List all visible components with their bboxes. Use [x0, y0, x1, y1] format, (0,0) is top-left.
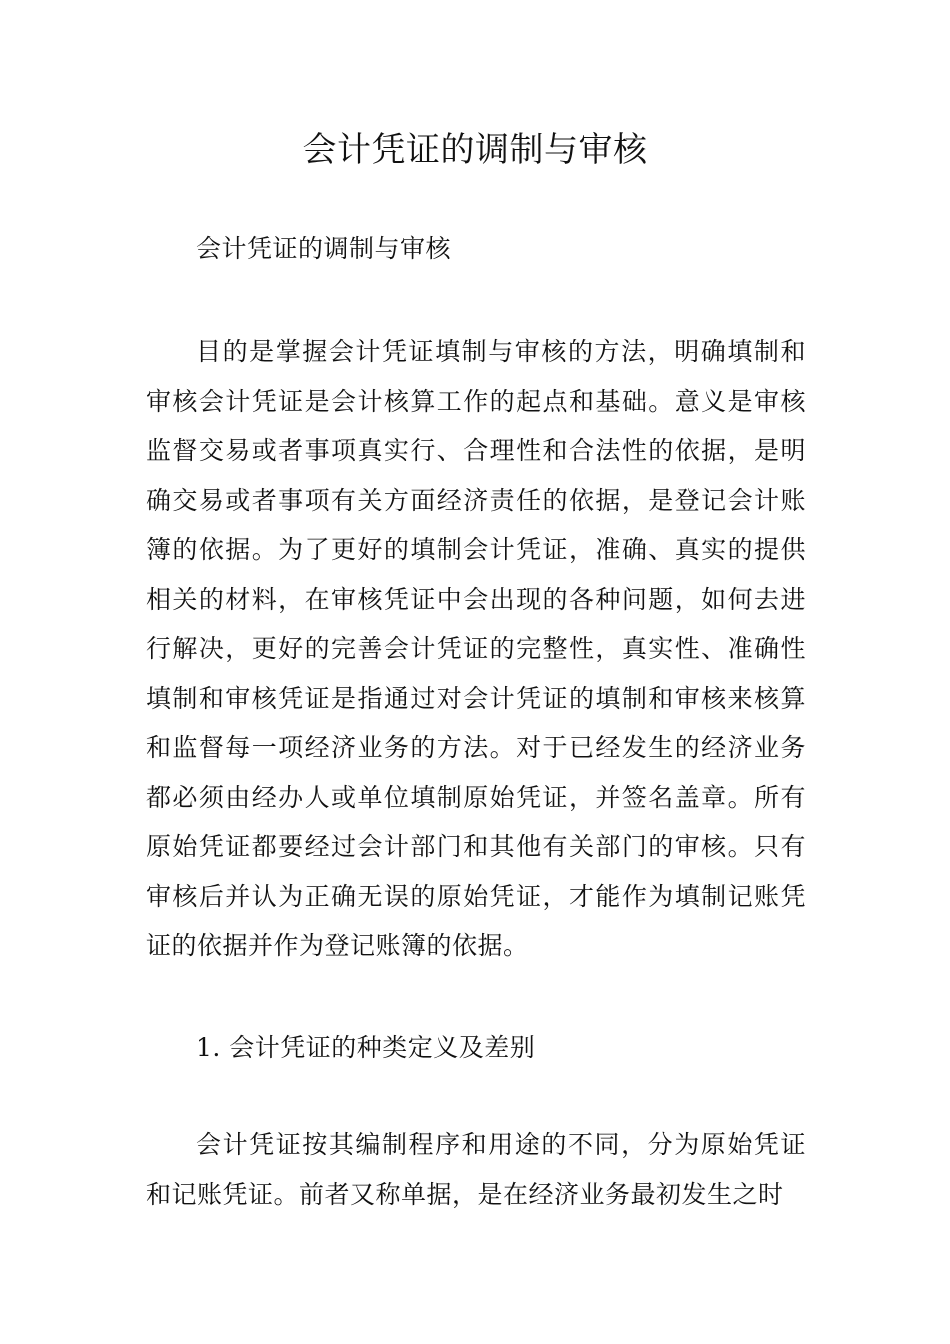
document-title: 会计凭证的调制与审核: [302, 130, 648, 170]
classification-paragraph: 会计凭证按其编制程序和用途的不同，分为原始凭证和记账凭证。前者又称单据，是在经济业务最初发生之时: [146, 1130, 806, 1209]
purpose-paragraph: 目的是掌握会计凭证填制与审核的方法，明确填制和审核会计凭证是会计核算工作的起点和基础。意义是审核监督交易或者事项真实行、合理性和合法性的依据，是明确交易或者事项有关方面经济责任的依据，是登记会计账簿的依据。为了更好的填制会计凭证，准确、真实的提供相关的材料，在审核凭证中会出现的各种问题，如何去进行解决，更好的完善会计凭证的完整性，真实性、准确性填制和审核凭证是指通过对会计凭证的填制和审核来核算和监督每一项经济业务的方法。对于已经发生的经济业务都必须由经办人或单位填制原始凭证，并签名盖章。所有原始凭证都要经过会计部门和其他有关部门的审核。只有审核后并认为正确无误的原始凭证，才能作为填制记账凭证的依据并作为登记账簿的依据。: [146, 337, 806, 960]
section-heading: 1. 会计凭证的种类定义及差别: [196, 1033, 536, 1062]
subtitle-paragraph: 会计凭证的调制与审核: [196, 234, 452, 263]
